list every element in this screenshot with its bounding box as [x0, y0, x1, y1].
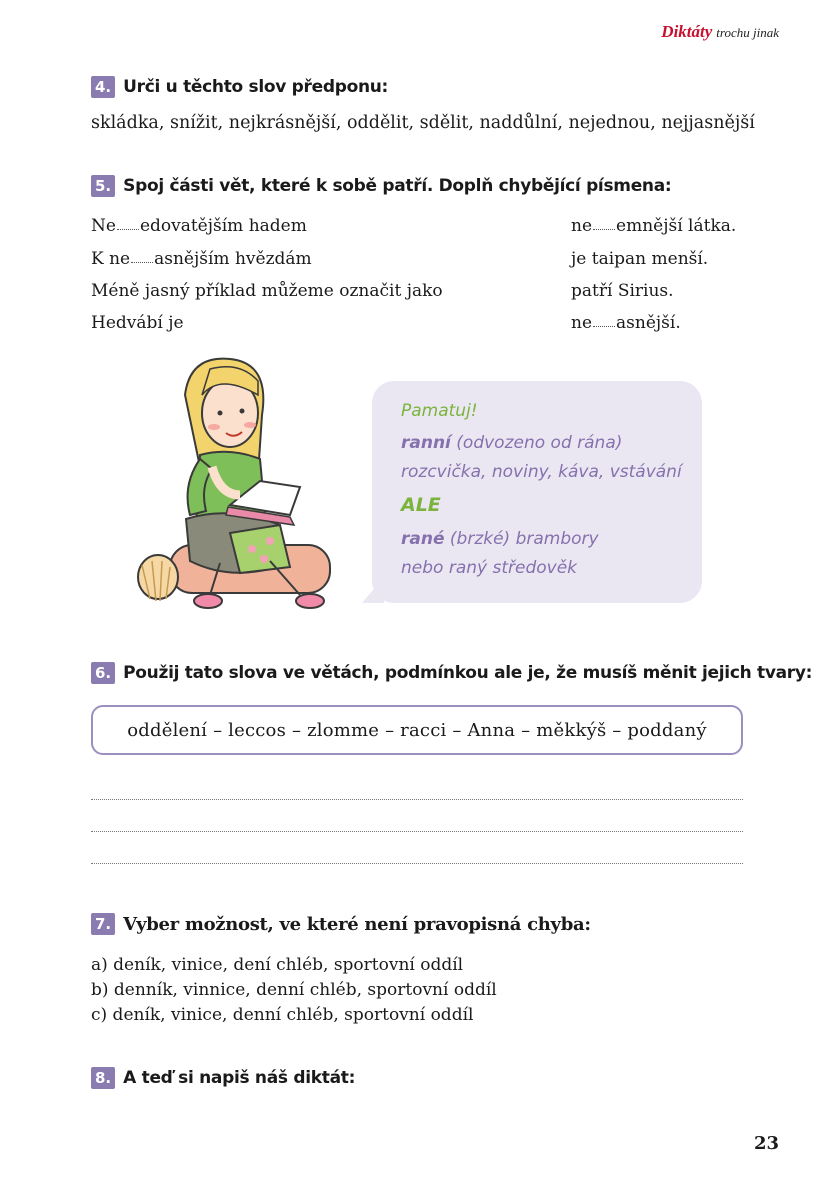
blank[interactable]	[593, 325, 615, 327]
page-number: 23	[753, 1133, 779, 1154]
task-instruction: A teď si napiš náš diktát:	[123, 1068, 356, 1088]
task-instruction: Spoj části vět, které k sobě patří. Doplň chybějící písmena:	[123, 176, 672, 196]
remember-line-2: rané (brzké) brambory	[401, 529, 599, 549]
header-subtitle: trochu jinak	[716, 25, 779, 40]
remember-line-1: ranní (odvozeno od rána)	[401, 433, 623, 453]
option-b[interactable]: b) denník, vinnice, denní chléb, sportovní oddíl	[91, 980, 497, 1000]
sentence-part-left: Hedvábí je	[91, 313, 184, 333]
sentence-part-left: K ne asnějším hvězdám	[91, 249, 312, 269]
task-number: 7.	[91, 913, 115, 935]
writing-line[interactable]	[91, 831, 743, 832]
blank[interactable]	[131, 261, 153, 263]
blank[interactable]	[593, 228, 615, 230]
sentence-part-right: ne asnější.	[571, 313, 681, 333]
header-title: Diktáty	[661, 22, 713, 41]
task-8-heading	[91, 1067, 355, 1089]
remember-but: ALE	[401, 494, 441, 516]
sentence-part-right: ne emnější látka.	[571, 216, 737, 236]
task-number: 5.	[91, 175, 115, 197]
blank[interactable]	[117, 228, 139, 230]
writing-line[interactable]	[91, 799, 743, 800]
running-header	[661, 22, 779, 42]
sentence-part-left: Méně jasný příklad můžeme označit jako	[91, 281, 443, 301]
task-instruction: Urči u těchto slov předponu:	[123, 77, 389, 97]
sentence-part-right: patří Sirius.	[571, 281, 674, 301]
task-instruction: Použij tato slova ve větách, podmínkou ale je, že musíš měnit jejich tvary:	[123, 663, 813, 683]
remember-examples-2: nebo raný středověk	[401, 558, 578, 578]
task-5-heading	[91, 175, 671, 197]
sentence-part-right: je taipan menší.	[571, 249, 709, 269]
task-7-heading	[91, 913, 591, 935]
task-6-heading	[91, 662, 812, 684]
task-number: 6.	[91, 662, 115, 684]
task-instruction: Vyber možnost, ve které není pravopisná chyba:	[123, 913, 591, 935]
sentence-part-left: Ne edovatějším hadem	[91, 216, 307, 236]
task-4-heading	[91, 76, 388, 98]
option-a[interactable]: a) deník, vinice, dení chléb, sportovní oddíl	[91, 955, 464, 975]
option-c[interactable]: c) deník, vinice, denní chléb, sportovní oddíl	[91, 1005, 474, 1025]
task-number: 8.	[91, 1067, 115, 1089]
writing-line[interactable]	[91, 863, 743, 864]
remember-title: Pamatuj!	[401, 401, 478, 421]
word-box: oddělení – leccos – zlomme – racci – Anna – měkkýš – poddaný	[91, 705, 743, 755]
task-number: 4.	[91, 76, 115, 98]
girl-reading-illustration	[130, 355, 340, 620]
task-4-words: skládka, snížit, nejkrásnější, oddělit, sdělit, naddůlní, nejednou, nejjasnější	[91, 113, 755, 133]
remember-examples-1: rozcvička, noviny, káva, vstávání	[401, 462, 682, 482]
